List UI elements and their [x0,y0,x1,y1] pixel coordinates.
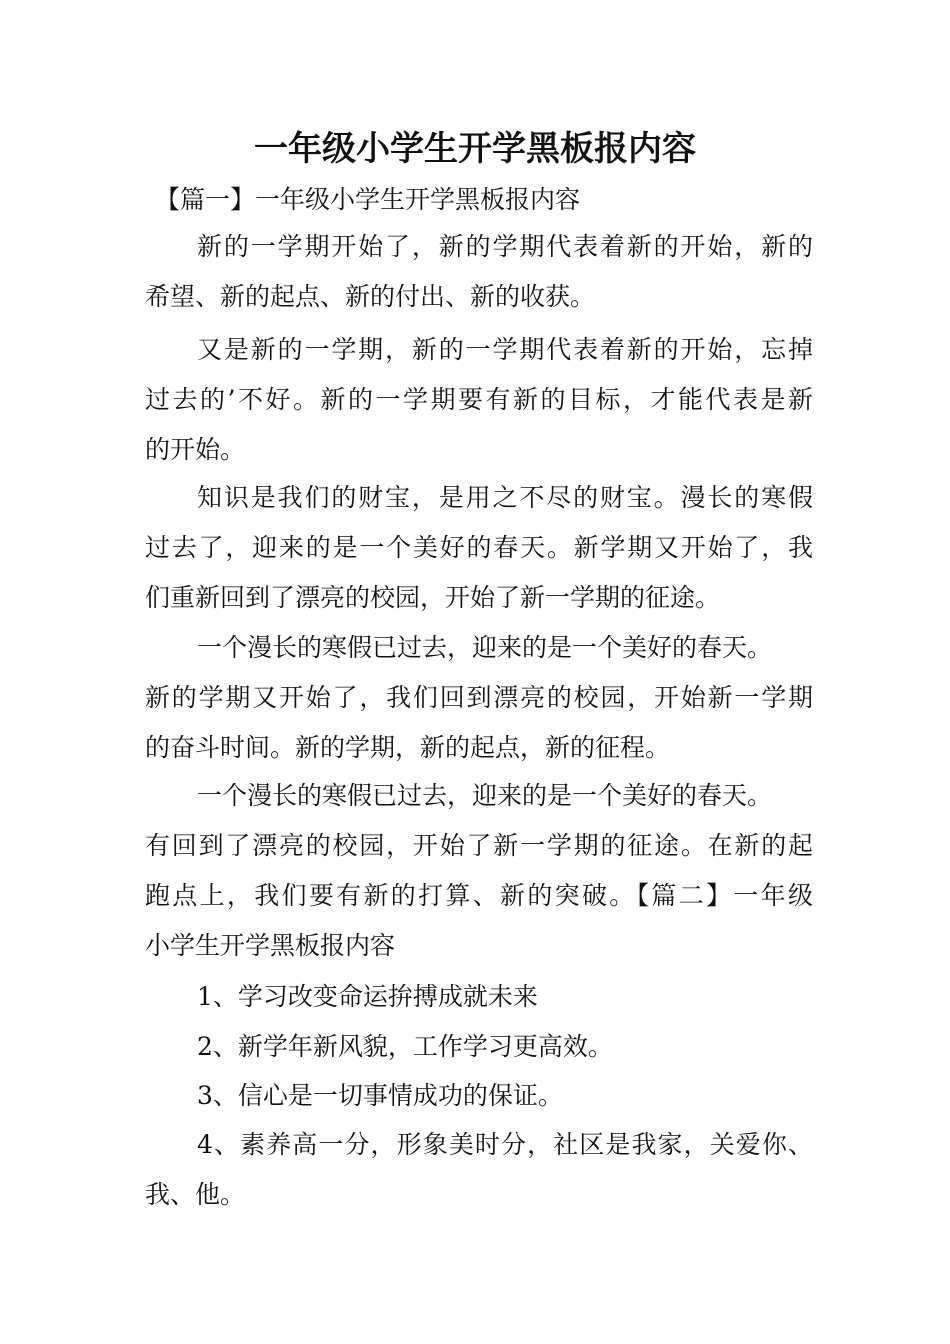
document-title: 一年级小学生开学黑板报内容 [254,129,696,169]
list-item-continuation: 我、他。 [145,1180,246,1209]
slogan-4 [145,1120,813,1220]
paragraph-line: 过去的’不好。新的一学期要有新的目标，才能代表是新 [145,385,813,414]
paragraph-line: 的奋斗时间。新的学期，新的起点，新的征程。 [145,733,671,762]
paragraph-line: 过去了，迎来的是一个美好的春天。新学期又开始了，我 [145,533,813,562]
list-item: 2、新学年新风貌，工作学习更高效。 [197,1032,613,1061]
slogan-1 [145,972,813,1022]
list-item: 3、信心是一切事情成功的保证。 [197,1081,563,1110]
section-one-heading: 【篇一】一年级小学生开学黑板报内容 [155,185,581,214]
paragraph-5 [145,771,813,971]
paragraph-line: 一个漫长的寒假已过去，迎来的是一个美好的春天。 [197,633,773,662]
paragraph-line: 的开始。 [145,435,246,464]
slogan-3 [145,1071,813,1121]
paragraph-line: 小学生开学黑板报内容 [145,931,396,960]
list-item: 1、学习改变命运拚搏成就未来 [197,982,538,1011]
paragraph-line: 又是新的一学期，新的一学期代表着新的开始，忘掉 [197,335,813,364]
paragraph-line: 新的学期又开始了，我们回到漂亮的校园，开始新一学期 [145,683,813,712]
slogan-2 [145,1022,813,1072]
paragraph-line: 们重新回到了漂亮的校园，开始了新一学期的征途。 [145,583,721,612]
paragraph-2 [145,325,813,475]
list-item: 4、素养高一分，形象美时分，社区是我家，关爱你、 [197,1130,813,1159]
paragraph-line: 跑点上，我们要有新的打算、新的突破。【篇二】一年级 [145,881,813,910]
paragraph-line: 知识是我们的财宝，是用之不尽的财宝。漫长的寒假 [197,483,813,512]
paragraph-4 [145,623,813,773]
paragraph-line: 一个漫长的寒假已过去，迎来的是一个美好的春天。 [197,781,773,810]
paragraph-line: 有回到了漂亮的校园，开始了新一学期的征途。在新的起 [145,831,813,860]
paragraph-line: 新的一学期开始了，新的学期代表着新的开始，新的 [197,232,813,261]
paragraph-1 [145,222,813,322]
paragraph-3 [145,473,813,623]
paragraph-line: 希望、新的起点、新的付出、新的收获。 [145,282,596,311]
